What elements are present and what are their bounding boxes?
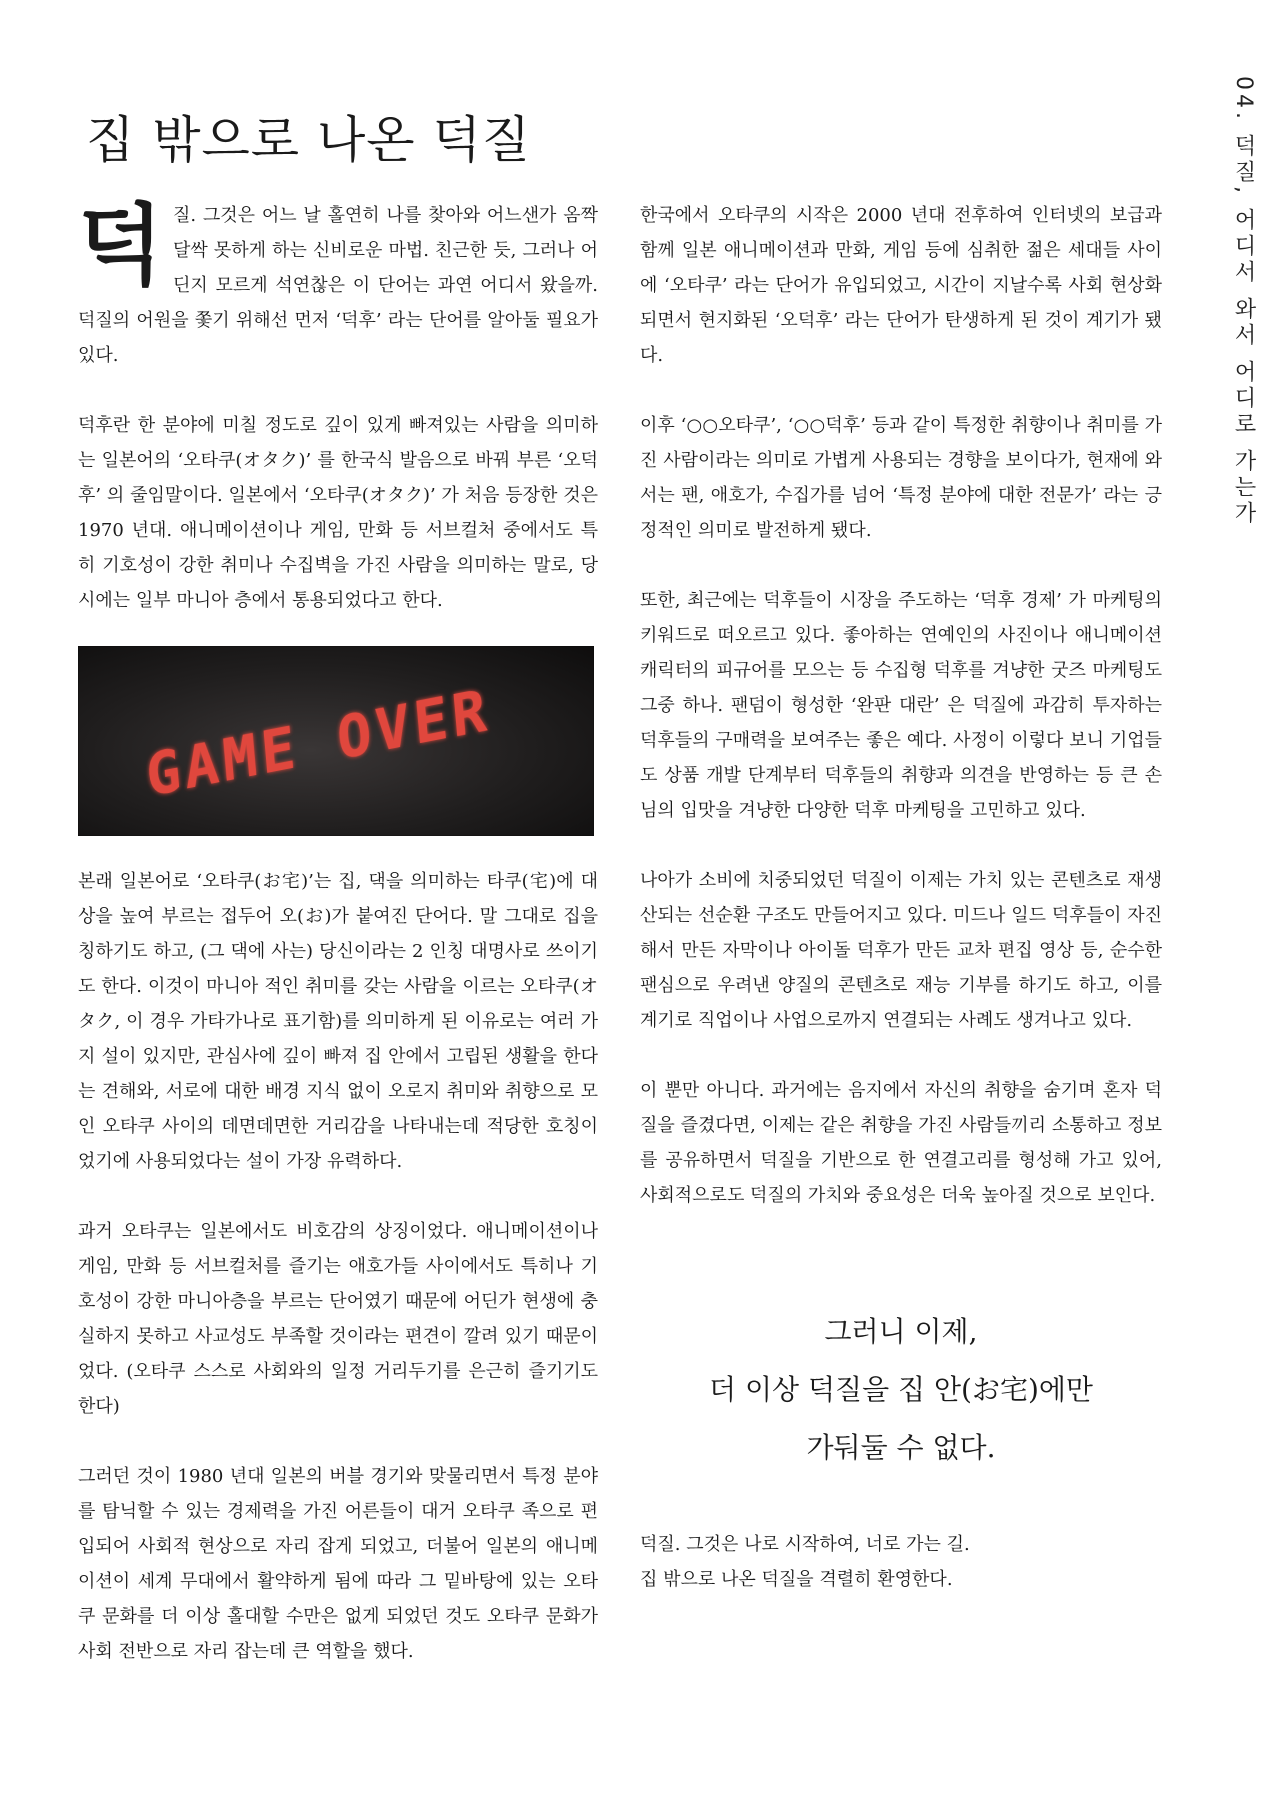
paragraph-community: 이 뿐만 아니다. 과거에는 음지에서 자신의 취향을 숨기며 혼자 덕질을 즐겼다면, 이제는 같은 취향을 가진 사람들끼리 소통하고 정보를 공유하면서 덕질을 기반으로 한 연결고리를 형성해 가고 있어, 사회적으로도 덕질의 가치와 중요성은 더욱 높아질 것으로 보인다. [640, 1080, 1162, 1206]
paragraph-stigma: 과거 오타쿠는 일본에서도 비호감의 상징이었다. 애니메이션이나 게임, 만화 등 서브컬처를 즐기는 애호가들 사이에서도 특히나 기호성이 강한 마니아층을 부르는 단어였기 때문에 어딘가 현생에 충실하지 못하고 사교성도 부족할 것이라는 편견이 깔려 있기 때문이었다. (오타쿠 스스로 사회와의 일정 거리두기를 은근히 즐기기도 한다) [78, 1221, 598, 1417]
paragraph-content: 나아가 소비에 치중되었던 덕질이 이제는 가치 있는 콘텐츠로 재생산되는 선순환 구조도 만들어지고 있다. 미드나 일드 덕후들이 자진해서 만든 자막이나 아이돌 덕후가 만든 교차 편집 영상 등, 순수한 팬심으로 우려낸 양질의 콘텐츠로 재능 기부를 하기도 하고, 이를 계기로 직업이나 사업으로까지 연결되는 사례도 생겨나고 있다. [640, 870, 1162, 1031]
signoff-line: 덕질. 그것은 나로 시작하여, 너로 가는 길. [640, 1534, 970, 1555]
paragraph-korea-origin: 한국에서 오타쿠의 시작은 2000 년대 전후하여 인터넷의 보급과 함께 일본 애니메이션과 만화, 게임 등에 심취한 젊은 세대들 사이에 ‘오타쿠’ 라는 단어가 유입되었고, 시간이 지날수록 사회 현상화되면서 현지화된 ‘오덕후’ 라는 단어가 탄생하게 된 것이 계기가 됐다. [640, 205, 1162, 366]
closing-line: 더 이상 덕질을 집 안(お宅)에만 [709, 1373, 1093, 1406]
paragraph-otaku-definition: 덕후란 한 분야에 미칠 정도로 깊이 있게 빠져있는 사람을 의미하는 일본어의 ‘오타쿠(オタク)’ 를 한국식 발음으로 바꿔 부른 ‘오덕후’ 의 줄임말이다. 일본에서 ‘오타쿠(オタク)’ 가 처음 등장한 것은 1970 년대. 애니메이션이나 게임, 만화 등 서브컬처 중에서도 특히 기호성이 강한 취미나 수집벽을 가진 사람을 의미하는 말로, 당시에는 일부 마니아 층에서 통용되었다고 한다. [78, 415, 598, 611]
left-column [78, 194, 598, 1669]
right-column [640, 198, 1162, 1597]
intro-paragraph [78, 194, 598, 373]
paragraph-deokhu-economy: 또한, 최근에는 덕후들이 시장을 주도하는 ‘덕후 경제’ 가 마케팅의 키워드로 떠오르고 있다. 좋아하는 연예인의 사진이나 애니메이션 캐릭터의 피규어를 모으는 등 수집형 덕후를 겨냥한 굿즈 마케팅도 그중 하나. 팬덤이 형성한 ‘완판 대란’ 은 덕질에 과감히 투자하는 덕후들의 구매력을 보여주는 좋은 예다. 사정이 이렇다 보니 기업들도 상품 개발 단계부터 덕후들의 취향과 의견을 반영하는 등 큰 손님의 입맛을 겨냥한 다양한 덕후 마케팅을 고민하고 있다. [640, 590, 1162, 821]
page-title: 집 밖으로 나온 덕질 [86, 111, 532, 169]
game-over-photo [78, 646, 594, 836]
closing-quote [640, 1303, 1162, 1477]
game-over-text: GAME OVER [143, 675, 493, 810]
signoff [640, 1527, 1162, 1597]
paragraph-meaning-shift: 이후 ‘○○오타쿠’, ‘○○덕후’ 등과 같이 특정한 취향이나 취미를 가진 사람이라는 의미로 가볍게 사용되는 경향을 보이다가, 현재에 와서는 팬, 애호가, 수집가를 넘어 ‘특정 분야에 대한 전문가’ 라는 긍정적인 의미로 발전하게 됐다. [640, 415, 1162, 541]
intro-text: 질. 그것은 어느 날 홀연히 나를 찾아와 어느샌가 옴짝달싹 못하게 하는 신비로운 마법. 친근한 듯, 그러나 어딘지 모르게 석연찮은 이 단어는 과연 어디서 왔을까. 덕질의 어원을 쫓기 위해선 먼저 ‘덕후’ 라는 단어를 알아둘 필요가 있다. [78, 205, 598, 366]
section-label: 04. 덕질, 어디서 와서 어디로 가는가 [1231, 76, 1256, 527]
closing-line: 가둬둘 수 없다. [806, 1431, 996, 1464]
drop-cap: 덕 [78, 194, 164, 297]
signoff-line: 집 밖으로 나온 덕질을 격렬히 환영한다. [640, 1569, 953, 1590]
paragraph-etymology: 본래 일본어로 ‘오타쿠(お宅)’는 집, 댁을 의미하는 타쿠(宅)에 대상을 높여 부르는 접두어 오(お)가 붙여진 단어다. 말 그대로 집을 칭하기도 하고, (그 댁에 사는) 당신이라는 2 인칭 대명사로 쓰이기도 한다. 이것이 마니아 적인 취미를 갖는 사람을 이르는 오타쿠(オタク, 이 경우 가타가나로 표기함)를 의미하게 된 이유로는 여러 가지 설이 있지만, 관심사에 깊이 빠져 집 안에서 고립된 생활을 한다는 견해와, 서로에 대한 배경 지식 없이 오로지 취미와 취향으로 모인 오타쿠 사이의 데면데면한 거리감을 나타내는데 적당한 호칭이었기에 사용되었다는 설이 가장 유력하다. [78, 871, 598, 1172]
closing-line: 그러니 이제, [824, 1315, 978, 1348]
paragraph-1980s: 그러던 것이 1980 년대 일본의 버블 경기와 맞물리면서 특정 분야를 탐닉할 수 있는 경제력을 가진 어른들이 대거 오타쿠 족으로 편입되어 사회적 현상으로 자리 잡게 되었고, 더불어 일본의 애니메이션이 세계 무대에서 활약하게 됨에 따라 그 밑바탕에 있는 오타쿠 문화를 더 이상 홀대할 수만은 없게 되었던 것도 오타쿠 문화가 사회 전반으로 자리 잡는데 큰 역할을 했다. [78, 1466, 598, 1662]
